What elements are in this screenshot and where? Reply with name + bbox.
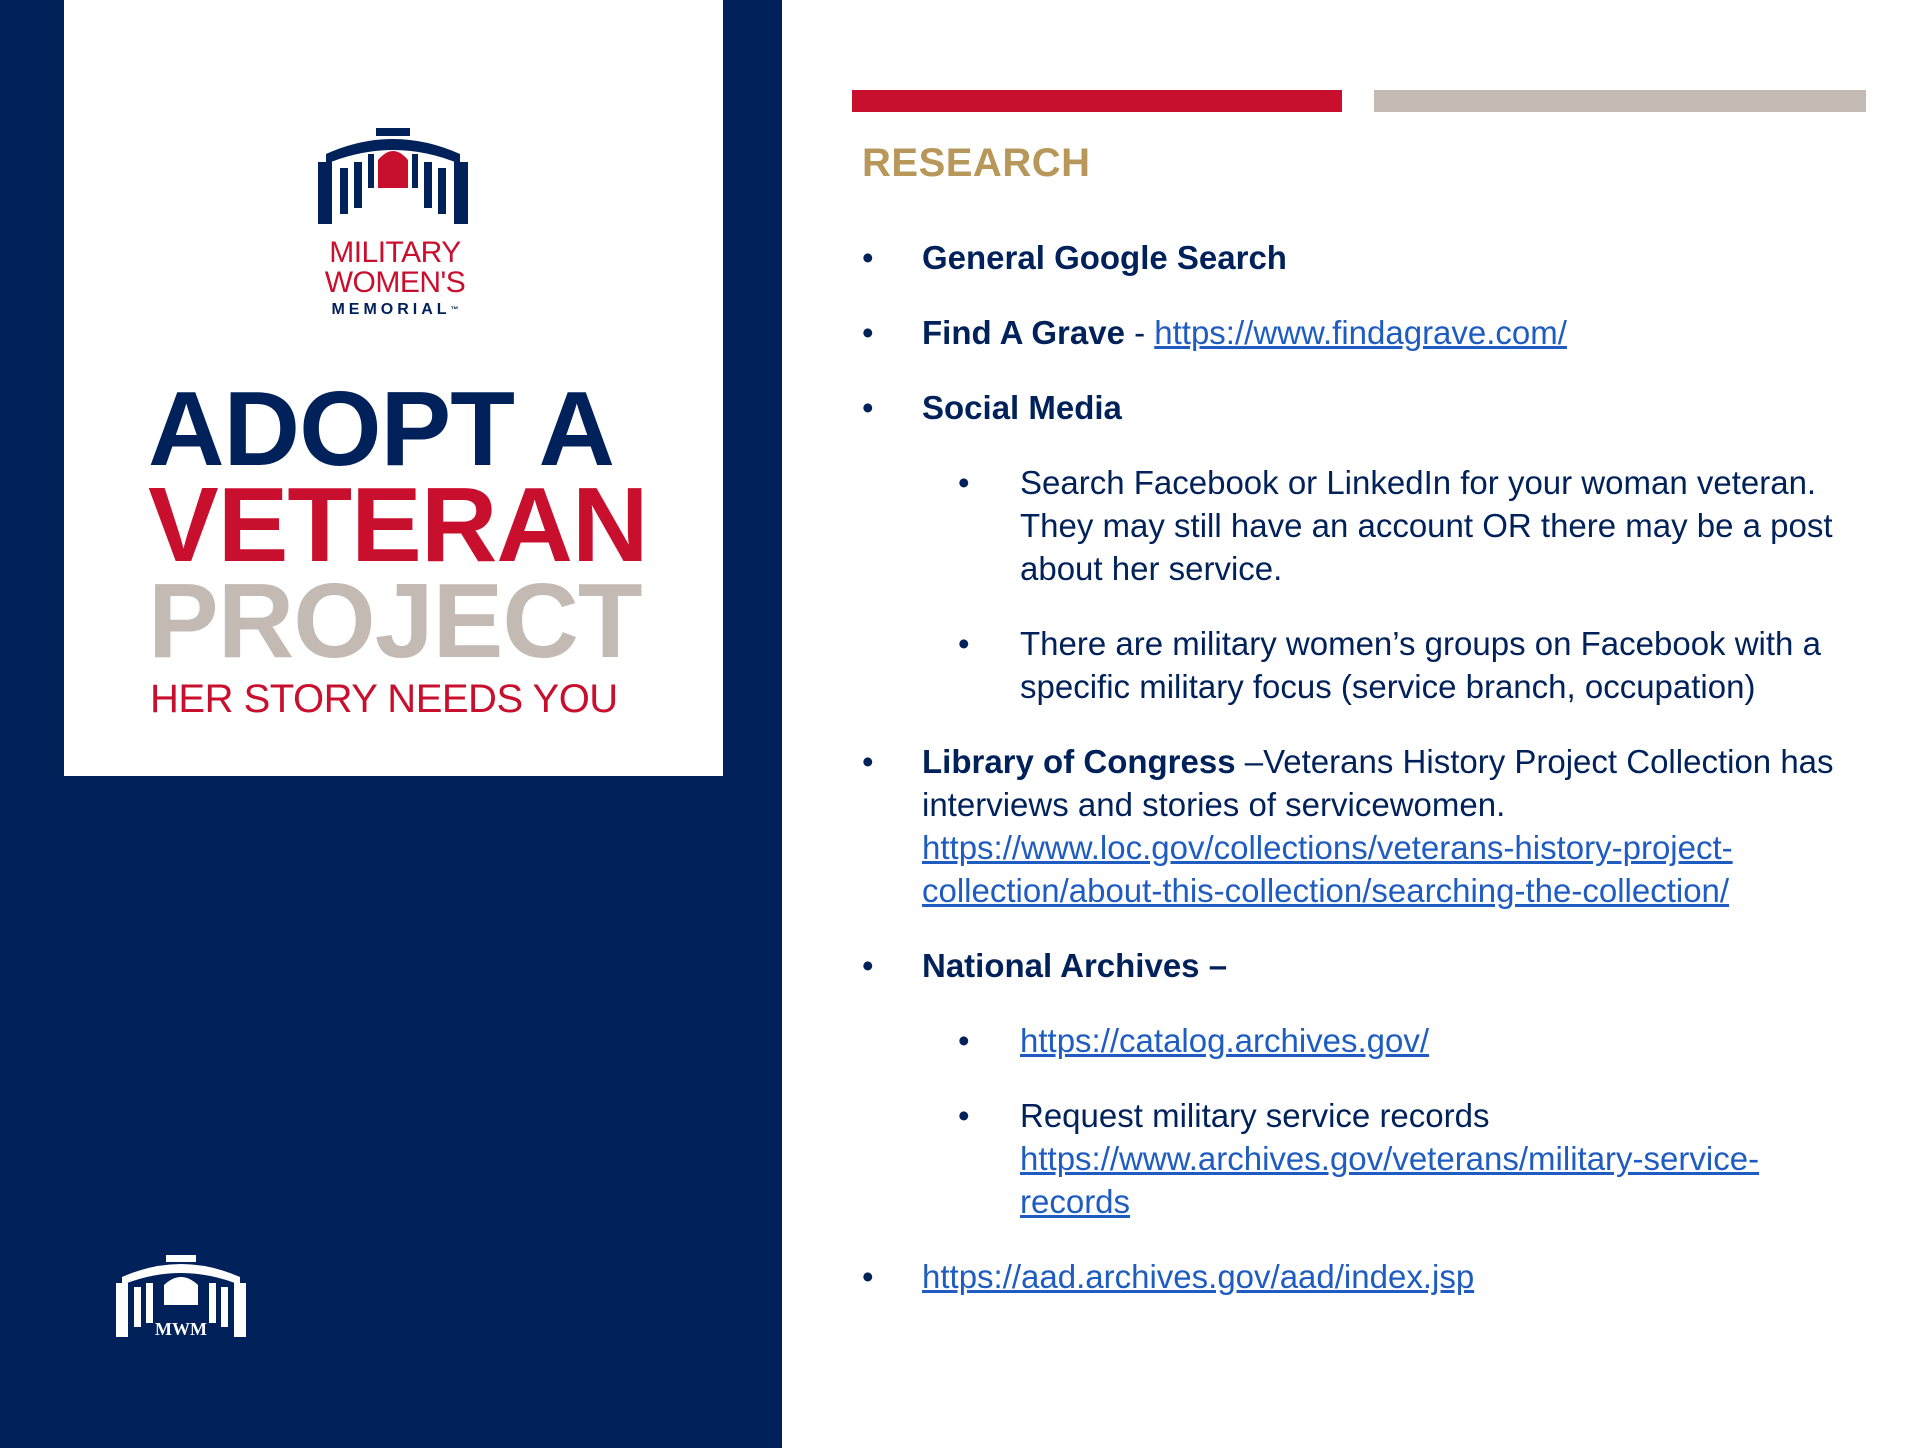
bullet: • [958,625,970,662]
bullet: • [862,1258,874,1295]
item-title: National Archives [922,947,1200,984]
project-title-line2: VETERAN [148,466,648,584]
aad-archives-link[interactable]: https://aad.archives.gov/aad/index.jsp [922,1258,1475,1295]
item-separator: - [1124,314,1155,351]
list-subitem [862,461,1872,590]
item-text: There are military women’s groups on Facebook with a specific military focus (service branch, occupation) [1020,625,1821,705]
list-item [862,944,1872,987]
list-subitem [862,1094,1872,1223]
findagrave-link[interactable]: https://www.findagrave.com/ [1154,314,1567,351]
item-text: Request military service records [1020,1097,1490,1134]
bullet: • [862,947,874,984]
project-title-line1: ADOPT A [148,370,615,488]
accent-bar-gray [1374,90,1866,112]
item-text: –Veterans History Project Collection has interviews and stories of servicewomen. [922,743,1834,823]
bullet: • [958,1097,970,1134]
research-list [862,236,1872,1330]
logo-line-memorial: MEMORIAL™ [331,301,459,318]
mwm-logo-icon [116,1255,246,1339]
list-item [862,236,1872,279]
service-records-link[interactable]: https://www.archives.gov/veterans/military-service- records [1020,1140,1760,1220]
bullet: • [862,239,874,276]
bullet: • [862,314,874,351]
list-item [862,1255,1872,1298]
item-title: Social Media [922,389,1122,426]
item-title: Find A Grave [922,314,1125,351]
item-text: – [1199,947,1228,984]
item-text: Search Facebook or LinkedIn for your woman veteran. They may still have an account OR there may be a post about her service. [1020,464,1833,587]
bullet: • [958,1022,970,1059]
bullet: • [862,389,874,426]
accent-bar-red [852,90,1342,112]
loc-link[interactable]: https://www.loc.gov/collections/veterans-history-project- collection/about-this-collection/searching-the-collection/ [922,829,1733,909]
slide-heading: RESEARCH [862,141,1091,185]
project-title-line3: PROJECT [148,562,642,680]
item-title: General Google Search [922,239,1287,276]
bullet: • [958,464,970,501]
item-title: Library of Congress [922,743,1236,780]
mwm-logo-text: MWM [155,1319,207,1339]
catalog-archives-link[interactable]: https://catalog.archives.gov/ [1020,1022,1430,1059]
list-subitem [862,622,1872,708]
trademark: ™ [450,305,459,314]
memorial-logo-text [270,238,520,322]
logo-line-womens: WOMEN'S [324,266,466,299]
logo-line-military: MILITARY [329,236,461,269]
project-tagline: HER STORY NEEDS YOU [150,677,618,721]
bullet: • [862,743,874,780]
list-subitem [862,1019,1872,1062]
list-item [862,740,1872,912]
list-item [862,386,1872,429]
list-item [862,311,1872,354]
memorial-building-icon [318,126,468,228]
